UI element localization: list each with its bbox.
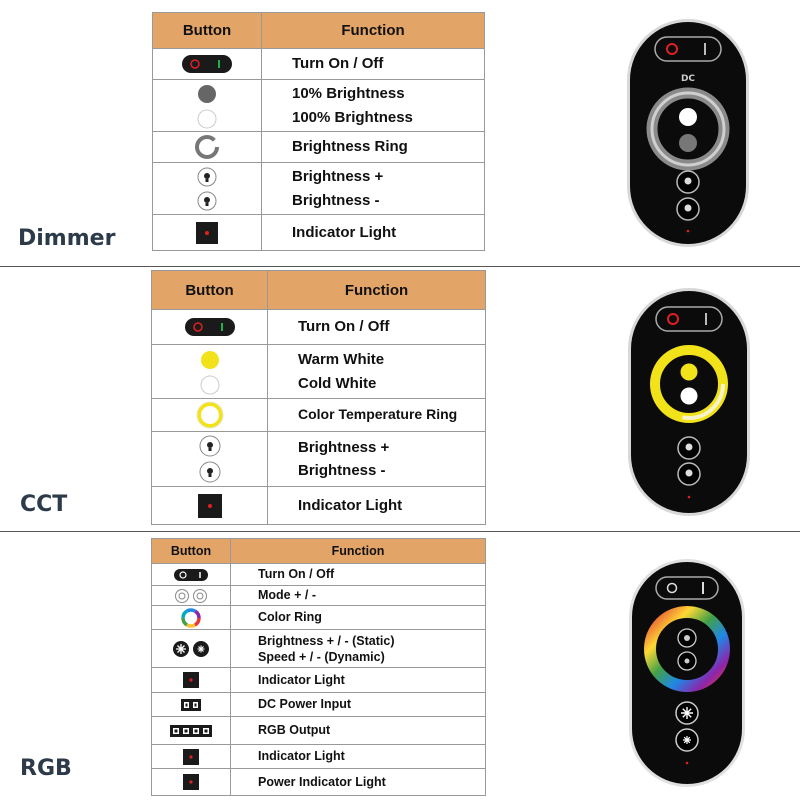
function-cell: Warm White Cold White	[268, 345, 486, 399]
header-button: Button	[153, 13, 262, 49]
function-cell: Power Indicator Light	[231, 769, 486, 796]
bulb-plus-minus-icons	[198, 435, 222, 483]
indicator-light-icon	[195, 221, 219, 245]
indicator-dot	[688, 496, 691, 499]
mode-buttons-cell	[152, 586, 231, 606]
function-cell: Brightness + Brightness -	[262, 163, 485, 215]
star-plus-icon	[676, 702, 698, 724]
function-cell: Indicator Light	[231, 668, 486, 693]
indicator-light-icon	[197, 493, 223, 519]
remote-mark-text: TC	[682, 345, 696, 355]
function-cell: Color Temperature Ring	[268, 399, 486, 432]
rgb-function-table	[151, 538, 486, 796]
indicator-dot	[687, 230, 690, 233]
header-button: Button	[152, 271, 268, 310]
gray-white-dot-icons	[195, 83, 219, 129]
rgb-output-icon	[169, 724, 213, 738]
remote-mark-text: DC	[680, 74, 696, 84]
function-cell: 10% Brightness 100% Brightness	[262, 80, 485, 132]
indicator-cell	[152, 487, 268, 525]
power-switch-cell	[153, 49, 262, 80]
power-switch-cell	[152, 310, 268, 345]
brightness-buttons-cell	[152, 432, 268, 487]
brightness-dots-cell	[153, 80, 262, 132]
temperature-dots-cell	[152, 345, 268, 399]
star-buttons-cell	[152, 630, 231, 668]
function-cell: Indicator Light	[268, 487, 486, 525]
indicator-light-icon	[182, 748, 200, 766]
header-function: Function	[231, 539, 486, 564]
header-function: Function	[262, 13, 485, 49]
color-ring-icon	[180, 607, 202, 629]
power-indicator-cell	[152, 769, 231, 796]
function-cell: Brightness + / - (Static) Speed + / - (Dynamic)	[231, 630, 486, 668]
brightness-ring-cell	[153, 132, 262, 163]
function-cell: Turn On / Off	[262, 49, 485, 80]
color-ring-cell	[152, 606, 231, 630]
indicator-light-icon	[182, 671, 200, 689]
dimmer-remote-image	[625, 17, 751, 249]
function-cell: Brightness Ring	[262, 132, 485, 163]
header-function: Function	[268, 271, 486, 310]
dc-input-cell	[152, 693, 231, 717]
function-cell: Indicator Light	[262, 215, 485, 251]
yellow-white-dot-icons	[198, 348, 222, 396]
section-divider-1	[0, 266, 800, 267]
star-minus-icon	[676, 729, 698, 751]
rgb-remote-image	[627, 557, 747, 789]
indicator-dot	[686, 762, 689, 765]
mode-buttons-icon	[173, 588, 209, 604]
indicator-light-icon	[182, 773, 200, 791]
function-cell: Indicator Light	[231, 745, 486, 769]
section-divider-2	[0, 531, 800, 532]
rgb-output-cell	[152, 717, 231, 745]
dimmer-function-table	[152, 12, 485, 251]
dc-input-icon	[180, 698, 202, 712]
indicator-cell	[153, 215, 262, 251]
indicator-cell	[152, 668, 231, 693]
function-cell: RGB Output	[231, 717, 486, 745]
function-cell: Turn On / Off	[268, 310, 486, 345]
brightness-buttons-cell	[153, 163, 262, 215]
power-switch-cell	[152, 564, 231, 586]
yellow-ring-icon	[195, 400, 225, 430]
temperature-ring-cell	[152, 399, 268, 432]
function-cell: Color Ring	[231, 606, 486, 630]
function-cell: Turn On / Off	[231, 564, 486, 586]
function-cell: Mode + / -	[231, 586, 486, 606]
power-switch-icon	[181, 54, 233, 74]
function-cell: DC Power Input	[231, 693, 486, 717]
function-cell: Brightness + Brightness -	[268, 432, 486, 487]
bulb-plus-minus-icons	[196, 166, 218, 212]
header-button: Button	[152, 539, 231, 564]
gray-ring-icon	[193, 133, 221, 161]
rgb-label: RGB	[20, 756, 72, 781]
power-switch-icon	[184, 317, 236, 337]
power-switch-icon	[173, 568, 209, 582]
dimmer-label: Dimmer	[18, 226, 116, 251]
cct-function-table	[151, 270, 486, 525]
indicator-cell	[152, 745, 231, 769]
cct-remote-image	[626, 286, 752, 518]
cct-label: CCT	[20, 492, 68, 517]
star-buttons-icon	[171, 640, 211, 658]
